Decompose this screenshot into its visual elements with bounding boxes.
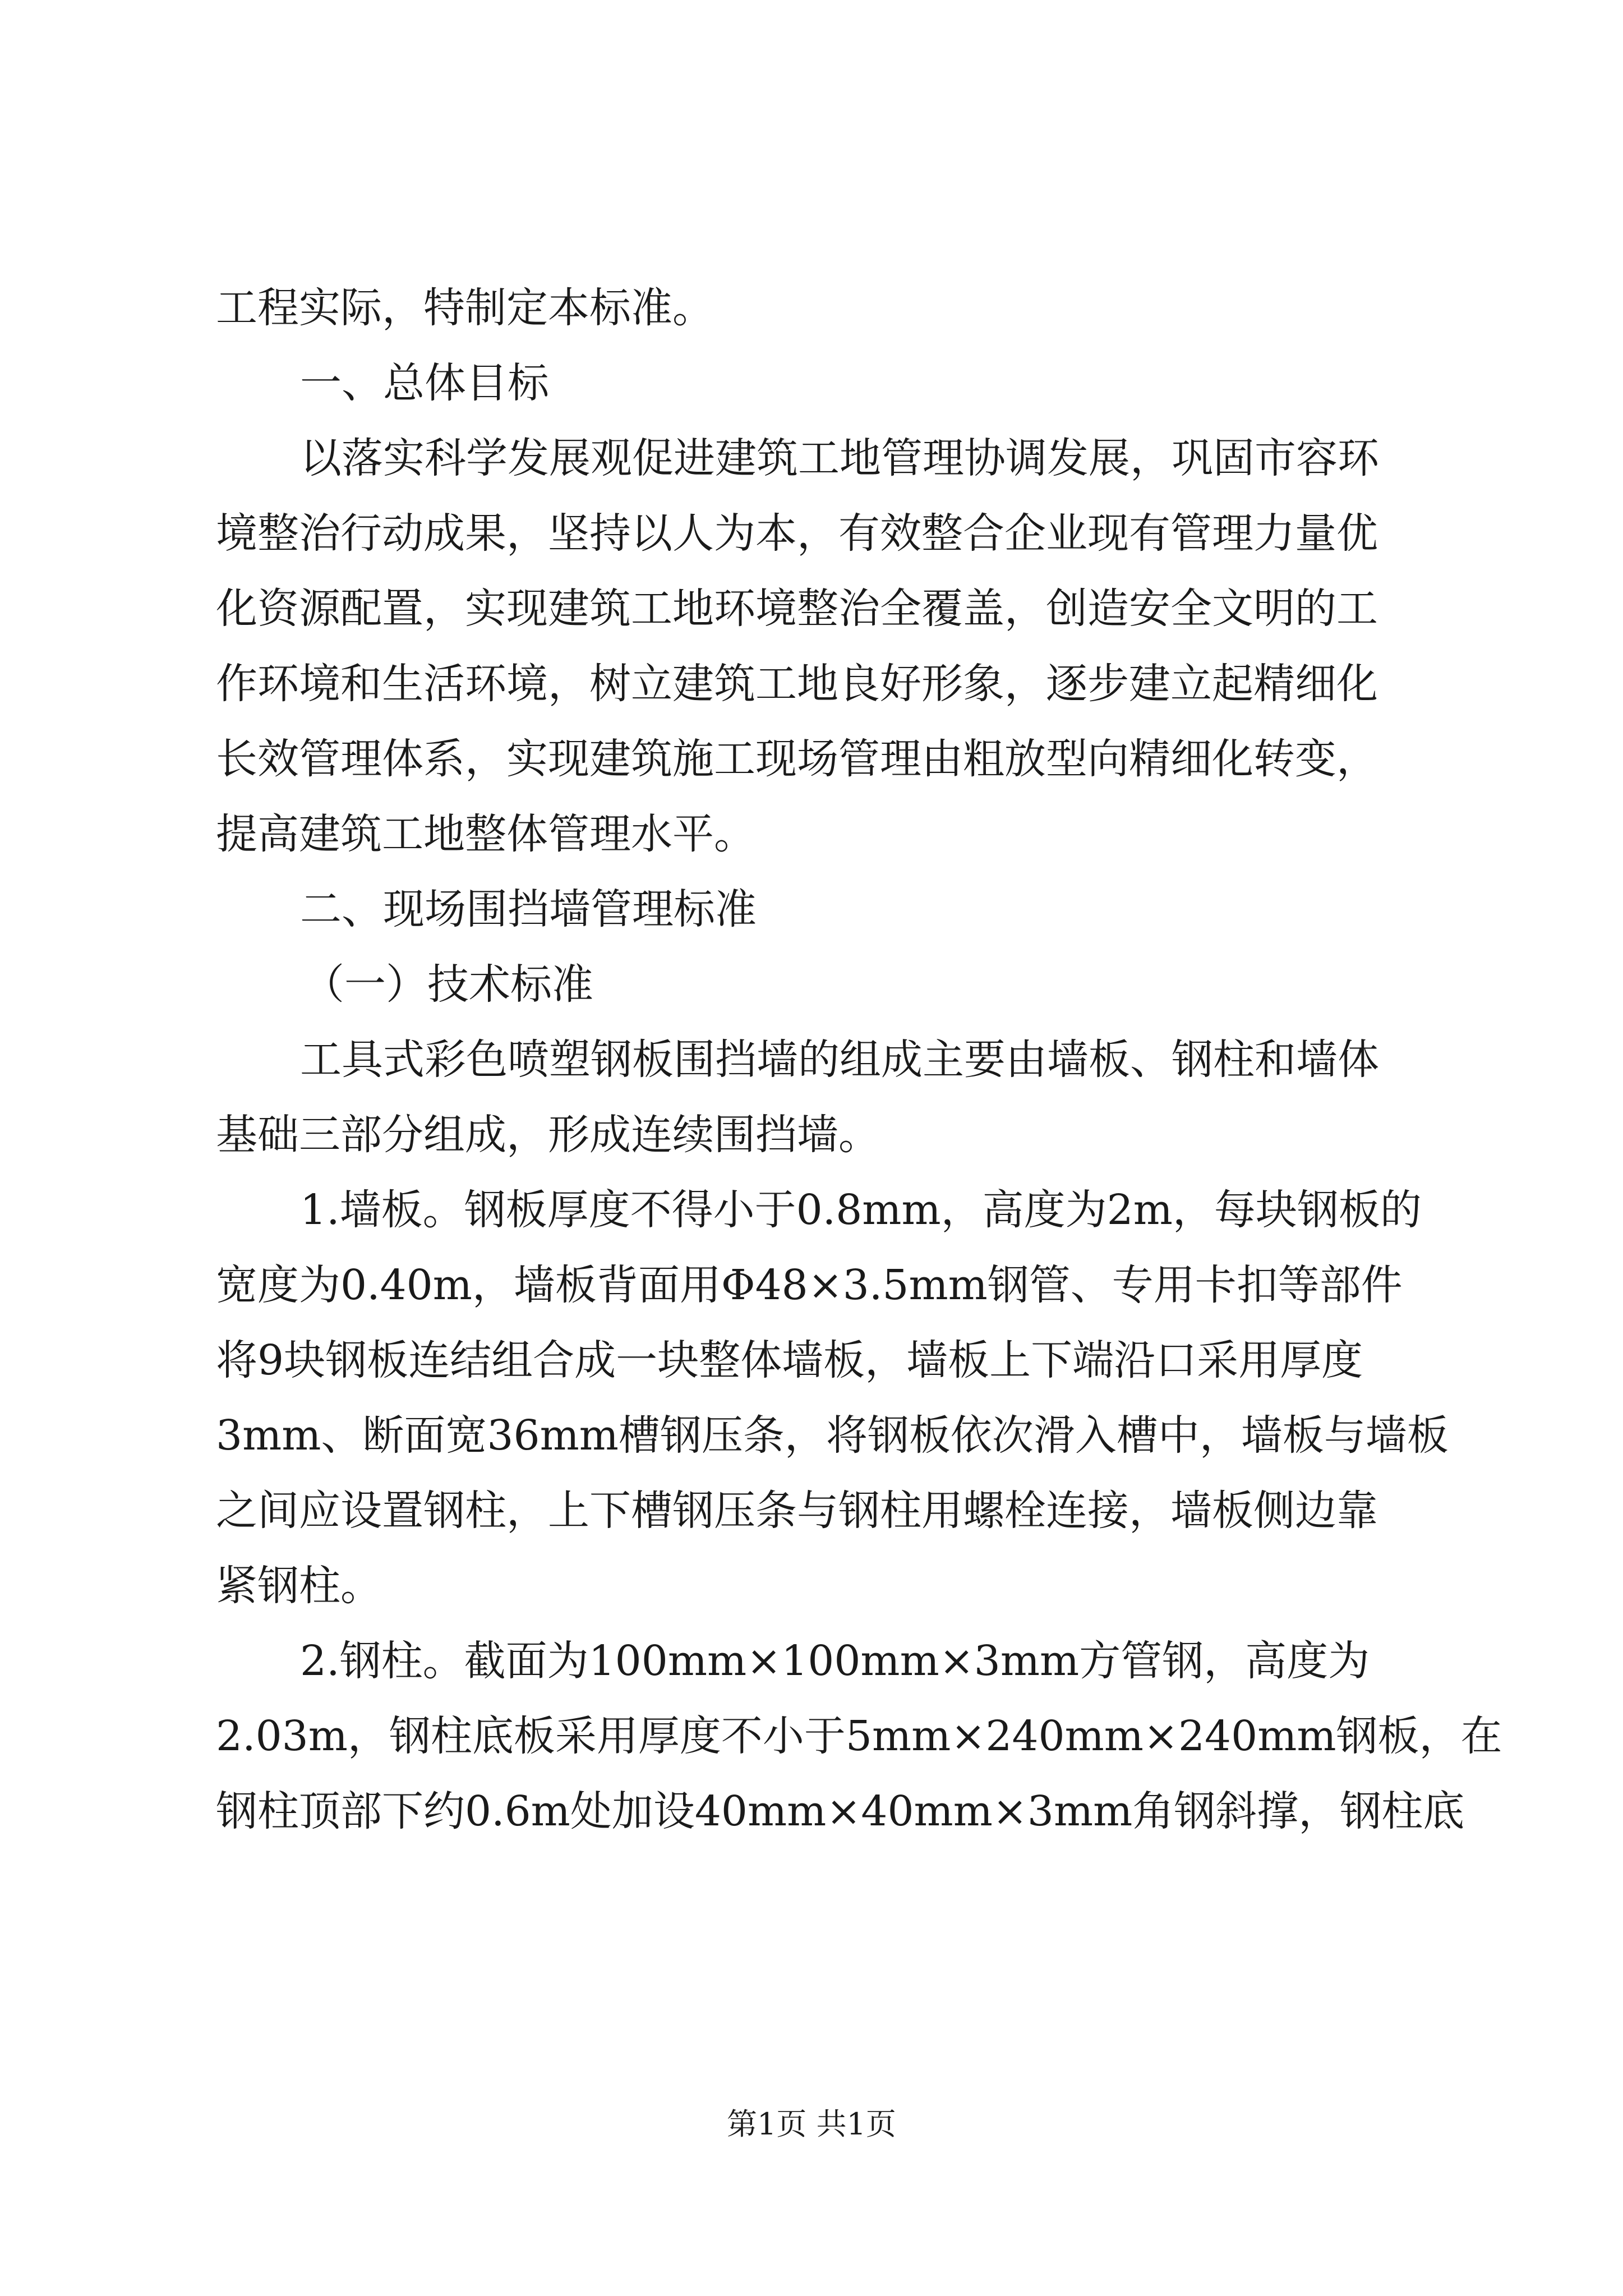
text-line: 以落实科学发展观促进建筑工地管理协调发展，巩固市容环 [300, 434, 1379, 482]
text-line: 2.03m，钢柱底板采用厚度不小于5mm×240mm×240mm钢板，在 [216, 1712, 1502, 1760]
text-line: 作环境和生活环境，树立建筑工地良好形象，逐步建立起精细化 [216, 660, 1378, 708]
text-line: 之间应设置钢柱，上下槽钢压条与钢柱用螺栓连接，墙板侧边靠 [216, 1487, 1378, 1535]
text-line: 提高建筑工地整体管理水平。 [216, 810, 755, 858]
text-line: 工程实际，特制定本标准。 [216, 284, 714, 332]
section-heading: 二、现场围挡墙管理标准 [300, 885, 757, 933]
subsection-heading: （一）技术标准 [303, 960, 593, 1009]
text-line: 化资源配置，实现建筑工地环境整治全覆盖，创造安全文明的工 [216, 585, 1378, 633]
document-body [216, 270, 1502, 1849]
text-line: 3mm、断面宽36mm槽钢压条，将钢板依次滑入槽中，墙板与墙板 [216, 1411, 1449, 1460]
text-line: 将9块钢板连结组合成一块整体墙板，墙板上下端沿口采用厚度 [216, 1336, 1363, 1384]
text-line: 宽度为0.40m，墙板背面用Φ48×3.5mm钢管、专用卡扣等部件 [216, 1261, 1403, 1309]
page-footer [0, 2105, 1623, 2144]
text-line: 基础三部分组成，形成连续围挡墙。 [216, 1111, 880, 1159]
text-line: 长效管理体系，实现建筑施工现场管理由粗放型向精细化转变， [216, 735, 1378, 783]
page-number-label: 第1页 共1页 [727, 2106, 896, 2142]
text-line: 钢柱顶部下约0.6m处加设40mm×40mm×3mm角钢斜撑，钢柱底 [216, 1787, 1465, 1835]
text-line: 紧钢柱。 [216, 1562, 382, 1610]
text-line: 境整治行动成果，坚持以人为本，有效整合企业现有管理力量优 [216, 509, 1378, 558]
text-line: 2.钢柱。截面为100mm×100mm×3mm方管钢，高度为 [300, 1637, 1370, 1685]
text-line: 工具式彩色喷塑钢板围挡墙的组成主要由墙板、钢柱和墙体 [300, 1036, 1379, 1084]
section-heading: 一、总体目标 [300, 359, 549, 407]
text-line: 1.墙板。钢板厚度不得小于0.8mm，高度为2m，每块钢板的 [300, 1186, 1422, 1234]
